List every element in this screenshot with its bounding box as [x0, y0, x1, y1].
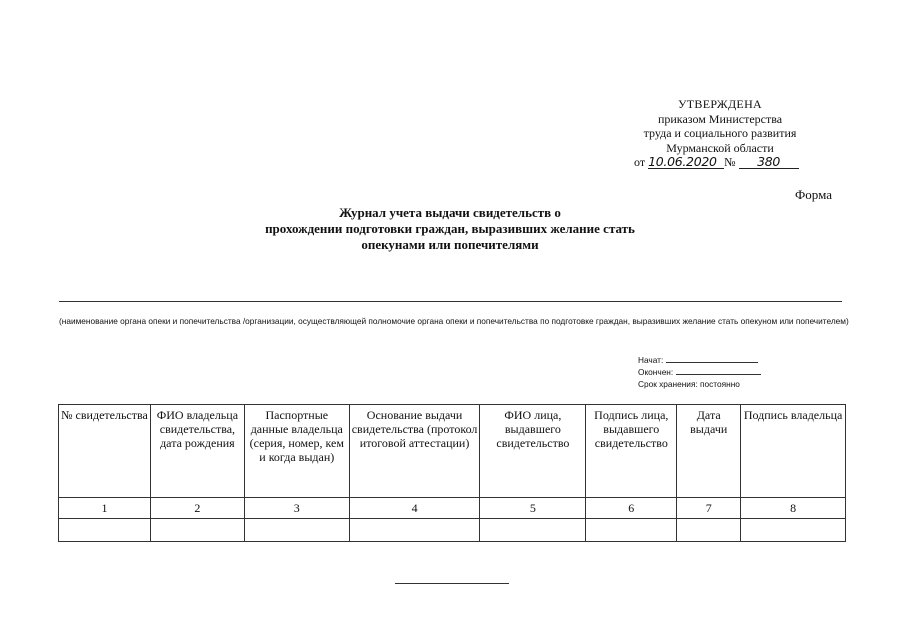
ended-blank [676, 366, 761, 375]
table-cell [741, 519, 846, 542]
table-cell [244, 519, 349, 542]
table-cell [586, 519, 677, 542]
approval-title: УТВЕРЖДЕНА [677, 97, 762, 111]
column-number: 5 [480, 498, 586, 519]
table-cell [677, 519, 741, 542]
ended-label: Окончен: [638, 367, 674, 377]
organization-name-line [59, 301, 842, 302]
header-issuer-name: ФИО лица, выдавшего свидетельство [480, 405, 586, 498]
journal-meta [638, 354, 761, 390]
title-line-3: опекунами или попечителями [361, 237, 539, 252]
table-cell [59, 519, 151, 542]
approval-date: 10.06.2020 [648, 155, 724, 169]
form-label: Форма [795, 187, 832, 202]
approval-line-1: приказом Министерства [657, 111, 783, 126]
header-issue-date: Дата выдачи [677, 405, 741, 498]
table-cell [150, 519, 244, 542]
started-label: Начат: [638, 355, 664, 365]
table-row [59, 519, 846, 542]
number-prefix: № [724, 155, 736, 169]
footer-divider [395, 583, 509, 584]
header-issuer-signature: Подпись лица, выдавшего свидетельство [586, 405, 677, 498]
table-header-row [59, 405, 846, 498]
column-number: 2 [150, 498, 244, 519]
approval-number: 380 [739, 155, 799, 169]
header-owner-signature: Подпись владельца [741, 405, 846, 498]
approval-line-3: Мурманской области [666, 140, 774, 155]
header-issue-basis: Основание выдачи свидетельства (протокол итоговой аттестации) [349, 405, 480, 498]
column-number: 6 [586, 498, 677, 519]
column-number: 4 [349, 498, 480, 519]
column-number: 3 [244, 498, 349, 519]
table-cell [480, 519, 586, 542]
title-line-2: прохождении подготовки граждан, выразивших желание стать [265, 221, 635, 236]
approval-stamp [600, 97, 840, 170]
organization-name-caption: (наименование органа опеки и попечительства /организации, осуществляющей полномочие органа опеки и попечительства по подготовке граждан, выразивших желание стать опекуном или попечителем) [59, 316, 849, 326]
storage-term: Срок хранения: постоянно [638, 379, 740, 389]
approval-date-line [600, 155, 840, 170]
started-blank [666, 354, 758, 363]
approval-line-2: труда и социального развития [643, 126, 797, 140]
table-cell [349, 519, 480, 542]
column-number: 8 [741, 498, 846, 519]
header-owner-name: ФИО владельца свидетельства, дата рождения [150, 405, 244, 498]
column-number: 1 [59, 498, 151, 519]
journal-table [58, 404, 846, 542]
date-prefix: от [634, 155, 646, 169]
ended-field [638, 366, 761, 378]
table-number-row [59, 498, 846, 519]
header-passport-data: Паспортные данные владельца (серия, номер, кем и когда выдан) [244, 405, 349, 498]
column-number: 7 [677, 498, 741, 519]
header-certificate-number: № свидетельства [59, 405, 151, 498]
title-line-1: Журнал учета выдачи свидетельств о [339, 205, 561, 220]
document-title [200, 205, 700, 253]
started-field [638, 354, 761, 366]
